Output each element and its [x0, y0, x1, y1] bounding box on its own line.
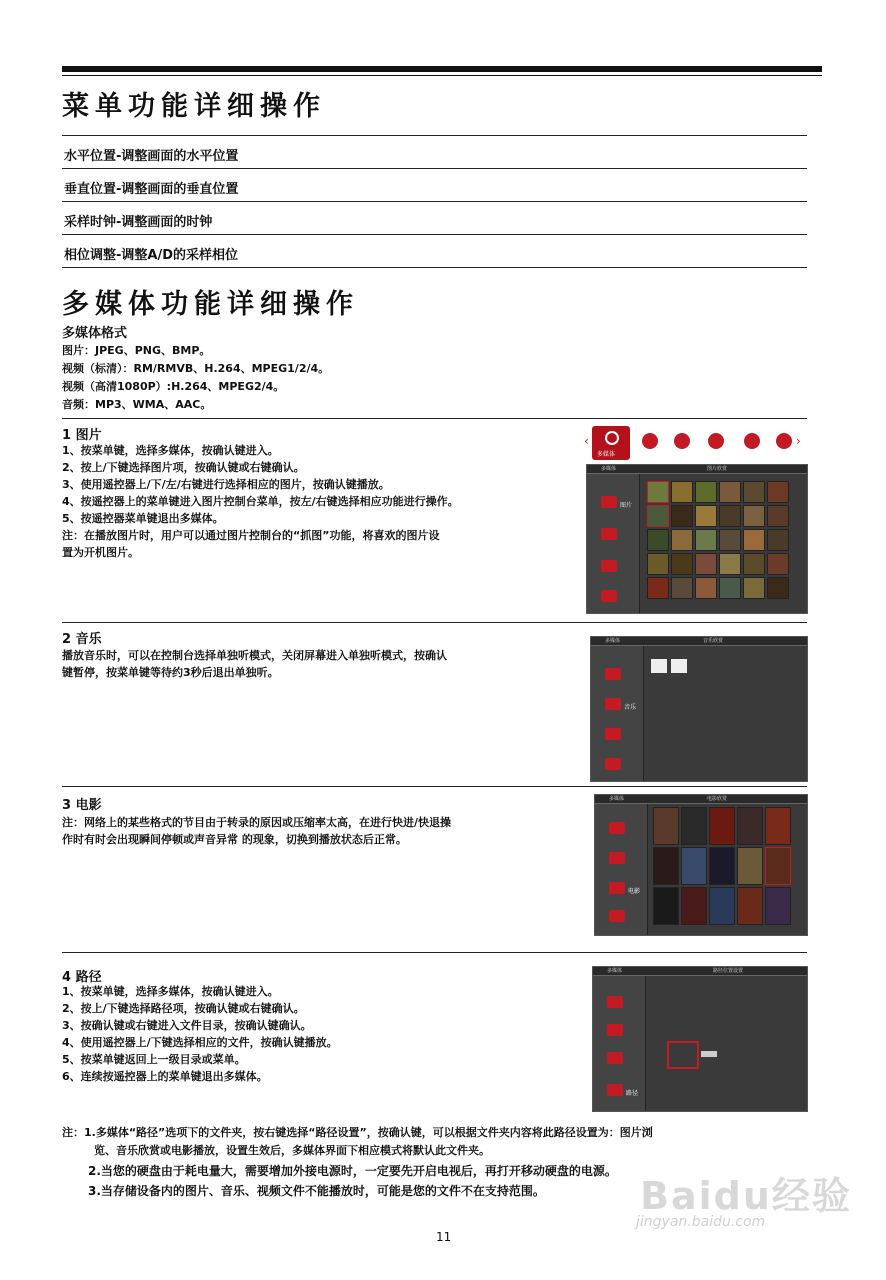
film-icon	[605, 728, 621, 740]
icon-label: 多媒体	[597, 451, 616, 458]
screen-sidebar	[595, 804, 648, 935]
text-line: 6、连续按遥控器上的菜单键退出多媒体。	[62, 1070, 268, 1083]
divider	[62, 622, 807, 623]
format-heading: 多媒体格式	[62, 326, 128, 341]
screen-header-right: 图片欣赏	[707, 466, 728, 472]
drive-icon	[667, 1041, 699, 1069]
page-number: 11	[436, 1230, 452, 1244]
watermark-logo: Baidu经验	[640, 1174, 852, 1218]
screen-header-right: 路径位置设置	[713, 968, 744, 974]
format-line: 视频（标清）：RM/RMVB、H.264、MPEG1/2/4。	[62, 362, 330, 375]
path-screen	[592, 966, 808, 1112]
screen-sidebar	[591, 646, 644, 781]
divider	[62, 786, 807, 787]
picture-section-title: 1 图片	[62, 428, 102, 443]
text-line: 注：网络上的某些格式的节目由于转录的原因或压缩率太高，在进行快进/快退操	[62, 816, 452, 829]
screen-sidebar	[593, 976, 646, 1111]
top-rule	[62, 66, 822, 72]
text-line: 作时有时会出现瞬间停顿或声音异常 的现象，切换到播放状态后正常。	[62, 833, 407, 846]
text-line: 5、按遥控器菜单键退出多媒体。	[62, 512, 224, 525]
text-line: 1、按菜单键，选择多媒体，按确认键进入。	[62, 985, 279, 998]
screen-header	[593, 967, 807, 976]
divider	[62, 952, 807, 953]
film-icon	[609, 882, 625, 894]
photo-icon	[605, 668, 621, 680]
tag-icon	[744, 433, 760, 449]
photo-icon	[607, 996, 623, 1008]
screen-header-left: 多媒体	[607, 968, 623, 974]
poster-grid	[653, 807, 791, 925]
text-line: 键暂停，按菜单键等待约3秒后退出单独听。	[62, 666, 279, 679]
folder-icon	[609, 910, 625, 922]
folder-icon	[607, 1084, 623, 1096]
screen-sidebar	[587, 474, 640, 613]
text-line: 注：在播放图片时，用户可以通过图片控制台的“抓图”功能，将喜欢的图片设	[62, 529, 440, 542]
music-file-icon	[651, 659, 667, 673]
photo-icon	[609, 822, 625, 834]
text-line: 5、按菜单键返回上一级目录或菜单。	[62, 1053, 246, 1066]
sidebar-item-label: 路径	[626, 1090, 639, 1097]
music-icon	[609, 852, 625, 864]
menu-section-title: 菜单功能详细操作	[62, 91, 326, 122]
sidebar-item-label: 电影	[628, 888, 641, 895]
text-line: 3、按确认键或右键进入文件目录，按确认键确认。	[62, 1019, 312, 1032]
picture-screen	[586, 464, 808, 614]
screen-header-right: 电影欣赏	[707, 796, 728, 802]
multimedia-section-title: 多媒体功能详细操作	[62, 289, 359, 320]
photo-icon	[708, 433, 724, 449]
path-section-title: 4 路径	[62, 970, 102, 985]
text-line: 1、按菜单键，选择多媒体，按确认键进入。	[62, 444, 279, 457]
divider	[62, 135, 807, 136]
text-line: 2、按上/下键选择图片项，按确认键或右键确认。	[62, 461, 305, 474]
format-line: 图片：JPEG、PNG、BMP。	[62, 344, 211, 357]
note-1-cont: 览、音乐欣赏或电影播放，设置生效后，多媒体界面下相应模式将默认此文件夹。	[94, 1144, 490, 1157]
movie-section-title: 3 电影	[62, 798, 102, 813]
text-line: 4、使用遥控器上/下键选择相应的文件，按确认键播放。	[62, 1036, 338, 1049]
text-line: 播放音乐时，可以在控制台选择单独听模式，关闭屏幕进入单独听模式，按确认	[62, 649, 447, 662]
menu-row-h-position: 水平位置-调整画面的水平位置	[64, 149, 239, 164]
screen-header-left: 多媒体	[609, 796, 625, 802]
movie-section-body	[62, 814, 451, 848]
divider	[62, 234, 807, 235]
photo-icon	[601, 496, 617, 508]
microphone-icon	[642, 433, 658, 449]
divider	[62, 168, 807, 169]
screen-header	[595, 795, 807, 804]
film-icon	[601, 560, 617, 572]
play-icon	[592, 426, 630, 460]
format-line: 音频：MP3、WMA、AAC。	[62, 398, 212, 411]
film-icon	[607, 1052, 623, 1064]
text-line: 3、使用遥控器上/下/左/右键进行选择相应的图片，按确认键播放。	[62, 478, 390, 491]
sidebar-item-label: 图片	[620, 502, 633, 509]
screen-header	[587, 465, 807, 474]
screen-header-left: 多媒体	[605, 638, 621, 644]
chevron-right-icon: ›	[796, 434, 801, 448]
movie-screen	[594, 794, 808, 936]
music-file-icon	[671, 659, 687, 673]
thumbnail-grid	[647, 481, 789, 599]
screen-header-right: 音乐欣赏	[703, 638, 724, 644]
music-icon	[601, 528, 617, 540]
format-line: 视频（高清1080P）:H.264、MPEG2/4。	[62, 380, 285, 393]
music-screen	[590, 636, 808, 782]
divider	[62, 418, 807, 419]
screen-header-left: 多媒体	[601, 466, 617, 472]
divider	[62, 201, 807, 202]
multimedia-icon-bar	[584, 424, 806, 460]
chevron-left-icon: ‹	[584, 434, 589, 448]
screen-header	[591, 637, 807, 646]
text-line: 4、按遥控器上的菜单键进入图片控制台菜单，按左/右键选择相应功能进行操作。	[62, 495, 459, 508]
gear-icon	[776, 433, 792, 449]
music-section-title: 2 音乐	[62, 632, 102, 647]
divider	[62, 267, 807, 268]
folder-icon	[605, 758, 621, 770]
picture-section-body	[62, 442, 459, 561]
music-icon	[607, 1024, 623, 1036]
text-line: 2、按上/下键选择路径项，按确认键或右键确认。	[62, 1002, 305, 1015]
note-3: 3.当存储设备内的图片、音乐、视频文件不能播放时，可能是您的文件不在支持范围。	[88, 1184, 545, 1198]
globe-icon	[674, 433, 690, 449]
text-line: 置为开机图片。	[62, 546, 139, 559]
note-1: 注：1.多媒体“路径”选项下的文件夹，按右键选择“路径设置”，按确认键，可以根据文件夹内容将此路径设置为：图片浏	[62, 1126, 653, 1139]
path-section-body	[62, 983, 338, 1085]
sidebar-item-label: 音乐	[624, 704, 637, 711]
folder-icon	[601, 590, 617, 602]
note-2: 2.当您的硬盘由于耗电量大，需要增加外接电源时，一定要先开启电视后，再打开移动硬盘的电源。	[88, 1164, 617, 1178]
menu-row-clock: 采样时钟-调整画面的时钟	[64, 215, 213, 230]
drive-icon	[701, 1051, 717, 1057]
music-icon	[605, 698, 621, 710]
menu-row-v-position: 垂直位置-调整画面的垂直位置	[64, 182, 239, 197]
music-section-body	[62, 647, 447, 681]
menu-row-phase: 相位调整-调整A/D的采样相位	[64, 248, 238, 263]
watermark-url: jingyan.baidu.com	[636, 1214, 766, 1230]
top-rule-thin	[62, 75, 822, 76]
